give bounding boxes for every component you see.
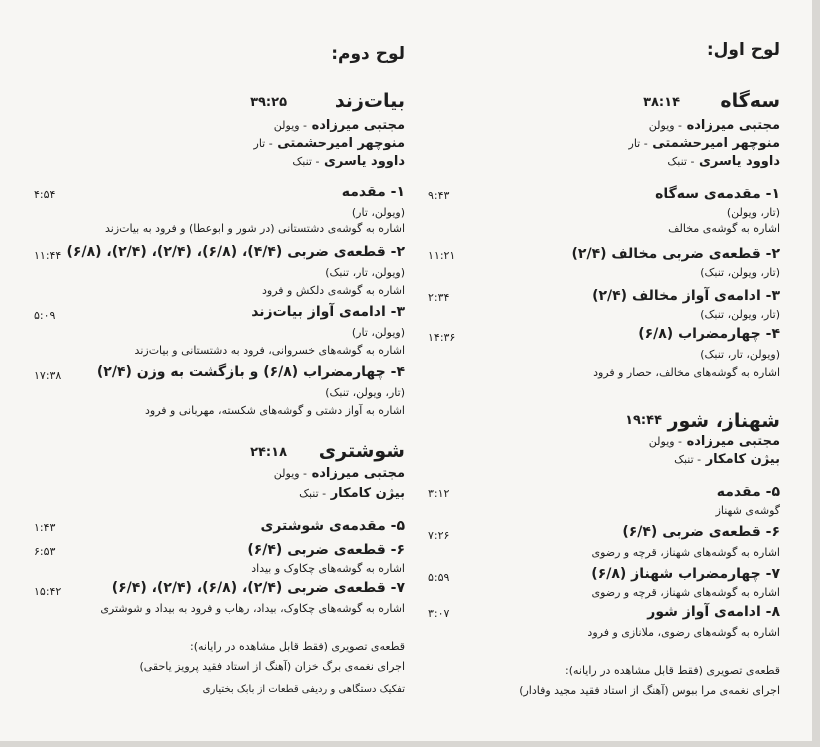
album-duration: ۳۹:۲۵ [250,95,287,110]
artist-role: - تنبک [292,155,320,168]
visual-track-note-text: اجرای نغمه‌ی مرا ببوس (آهنگ از استاد فقید مجید وفادار) [519,684,780,697]
track-description: اشاره به گوشه‌های چکاوک، بیداد، رهاب و فرود به بیداد و شوشتری [100,602,405,615]
album-duration: ۳۸:۱۴ [643,95,680,110]
artist-line [629,136,780,151]
artist-line [649,434,780,449]
track-title: ۷- چهارمضراب شهناز (۶/۸) [591,566,780,582]
credits-footer: تفکیک دستگاهی و ردیفی قطعات از بابک بختیاری [202,684,405,695]
disc2-column [10,0,405,741]
track-title: ۱- مقدمه [341,184,405,200]
artist-line [299,486,405,501]
track-description: اشاره به گوشه‌های مخالف، حصار و فرود [593,366,780,379]
track-title: ۶- قطعه‌ی ضربی (۶/۴) [622,524,780,540]
track-title: ۲- قطعه‌ی ضربی مخالف (۲/۴) [571,246,780,262]
artist-role: - تنبک [667,155,695,168]
artist-role: - تار [628,137,648,150]
artist-role: - تنبک [674,453,702,466]
visual-track-note-text: اجرای نغمه‌ی برگ خزان (آهنگ از استاد فقید پرویز یاحقی) [139,660,405,673]
artist-line [667,154,780,169]
album-duration: ۱۹:۴۴ [625,413,662,428]
album-duration: ۲۴:۱۸ [250,445,287,460]
artist-role: - تنبک [299,487,327,500]
artist-name: داوود یاسری [698,154,780,169]
track-instruments: (ویولن، تار) [351,206,405,219]
track-title: ۳- ادامه‌ی آواز بیات‌زند [251,304,405,320]
track-time: ۹:۴۳ [428,189,450,202]
track-time: ۱۱:۲۱ [428,249,456,262]
artist-name: مجتبی میرزاده [686,434,780,449]
track-title: ۵- مقدمه [716,484,780,500]
artist-line [649,118,780,133]
artist-name: بیژن کامکار [705,452,780,467]
disc1-title: لوح اول: [706,40,780,60]
track-time: ۷:۲۶ [428,529,450,542]
artist-name: منوچهر امیرحشمتی [277,136,405,151]
track-time: ۲:۳۴ [428,291,450,304]
track-time: ۱۴:۳۶ [428,331,456,344]
track-title: ۶- قطعه‌ی ضربی (۶/۴) [247,542,405,558]
track-time: ۵:۵۹ [428,571,450,584]
track-title: ۷- قطعه‌ی ضربی (۲/۴)، (۶/۸)، (۲/۴)، (۶/۴) [111,580,405,596]
album-title: شوشتری [318,440,405,462]
visual-track-note-title: قطعه‌ی تصویری (فقط قابل مشاهده در رایانه): [190,640,405,653]
artist-name: داوود یاسری [323,154,405,169]
album-title: بیات‌زند [334,90,405,112]
track-title: ۸- ادامه‌ی آواز شور [647,604,780,620]
artist-name: مجتبی میرزاده [311,118,405,133]
track-title: ۴- چهارمضراب (۶/۸) [638,326,780,342]
track-description: اشاره به گوشه‌های چکاوک و بیداد [251,562,405,575]
track-description: اشاره به گوشه‌ی دشتستانی (در شور و ابوعطا) و فرود به بیات‌زند [104,222,405,235]
track-instruments: (ویولن، تار، تنبک) [325,266,405,279]
track-time: ۳:۰۷ [428,607,450,620]
track-title: ۳- ادامه‌ی آواز مخالف (۲/۴) [592,288,780,304]
artist-name: مجتبی میرزاده [311,466,405,481]
artist-role: - ویولن [648,435,683,448]
disc1-column [420,0,780,741]
track-description: اشاره به گوشه‌های خسروانی، فرود به دشتستانی و بیات‌زند [134,344,405,357]
track-instruments: (تار، ویولن، تنبک) [700,308,780,321]
track-time: ۱۵:۴۲ [34,585,62,598]
track-description: گوشه‌ی شهناز [715,504,780,517]
artist-name: بیژن کامکار [330,486,405,501]
track-title: ۲- قطعه‌ی ضربی (۴/۴)، (۶/۸)، (۲/۴)، (۲/۴)، (۶/۸) [66,244,405,260]
album-title: سه‌گاه [720,90,780,112]
track-instruments: (ویولن، تار، تنبک) [700,348,780,361]
track-description: اشاره به گوشه‌های شهناز، قرچه و رضوی [591,546,780,559]
artist-line [674,452,780,467]
artist-name: منوچهر امیرحشمتی [652,136,780,151]
artist-line [254,136,405,151]
track-time: ۱۷:۳۸ [34,369,62,382]
track-description: اشاره به گوشه‌ی مخالف [668,222,780,235]
track-time: ۱۱:۴۴ [34,249,62,262]
artist-role: - ویولن [273,119,308,132]
track-title: ۴- چهارمضراب (۶/۸) و بازگشت به وزن (۲/۴) [96,364,405,380]
track-time: ۶:۵۳ [34,545,56,558]
artist-line [292,154,405,169]
artist-role: - ویولن [273,467,308,480]
track-time: ۳:۱۲ [428,487,450,500]
track-time: ۱:۴۳ [34,521,56,534]
track-instruments: (تار، ویولن، تنبک) [700,266,780,279]
track-description: اشاره به گوشه‌ی دلکش و فرود [262,284,405,297]
artist-name: مجتبی میرزاده [686,118,780,133]
track-description: اشاره به آواز دشتی و گوشه‌های شکسته، مهربانی و فرود [145,404,405,417]
track-title: ۵- مقدمه‌ی شوشتری [260,518,405,534]
artist-role: - ویولن [648,119,683,132]
album-title: شهناز، شور [667,410,780,432]
artist-role: - تار [253,137,273,150]
track-instruments: (ویولن، تار) [351,326,405,339]
disc2-title: لوح دوم: [331,44,405,64]
track-description: اشاره به گوشه‌های شهناز، قرچه و رضوی [591,586,780,599]
track-description: اشاره به گوشه‌های رضوی، ملانازی و فرود [587,626,780,639]
track-title: ۱- مقدمه‌ی سه‌گاه [655,186,780,202]
visual-track-note-title: قطعه‌ی تصویری (فقط قابل مشاهده در رایانه): [565,664,780,677]
track-time: ۵:۰۹ [34,309,56,322]
track-instruments: (تار، ویولن، تنبک) [325,386,405,399]
track-instruments: (تار، ویولن) [726,206,780,219]
track-time: ۴:۵۴ [34,188,56,201]
artist-line [274,118,405,133]
artist-line [274,466,405,481]
